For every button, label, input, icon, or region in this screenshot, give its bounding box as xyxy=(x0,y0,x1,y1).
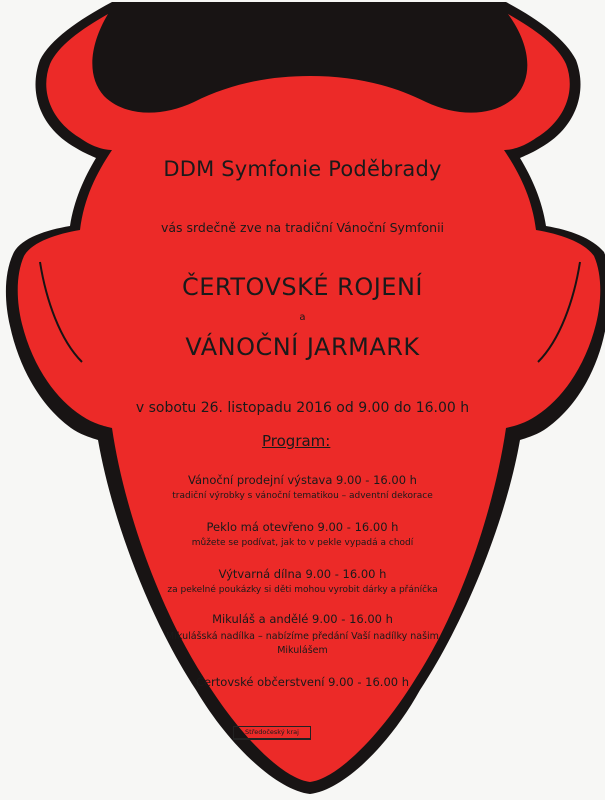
program-item-description: tradiční výrobky s vánoční tematikou – adventní dekorace xyxy=(172,491,433,501)
organizer-heading: DDM Symfonie Poděbrady xyxy=(163,157,442,181)
date-time-line: v sobotu 26. listopadu 2016 od 9.00 do 16.00 h xyxy=(135,400,470,416)
program-item-description: můžete se podívat, jak to v pekle vypadá a chodí xyxy=(191,538,414,548)
event-title-jarmark: VÁNOČNÍ JARMARK xyxy=(185,333,420,361)
program-item-title: Čertovské občerstvení 9.00 - 16.00 h xyxy=(195,675,410,689)
program-item-title: Peklo má otevřeno 9.00 - 16.00 h xyxy=(206,520,399,534)
program-item-description: za pekelné poukázky si děti mohou vyrobit dárky a přáníčka xyxy=(167,585,438,595)
program-item-description-cont: Mikulášem xyxy=(277,645,328,656)
devil-face xyxy=(18,14,601,782)
program-heading: Program: xyxy=(262,432,331,450)
event-title-rojeni: ČERTOVSKÉ ROJENÍ xyxy=(181,273,423,301)
program-item-description: Mikulášská nadílka – nabízíme předání Vaší nadílky našim xyxy=(166,631,439,642)
title-conjunction: a xyxy=(299,312,306,323)
program-item-title: Výtvarná dílna 9.00 - 16.00 h xyxy=(218,567,387,581)
program-item-title: Mikuláš a andělé 9.00 - 16.00 h xyxy=(212,612,393,626)
sponsor-logo-stredocesky-kraj: Středočeský kraj xyxy=(233,726,311,740)
program-item-title: Vánoční prodejní výstava 9.00 - 16.00 h xyxy=(188,473,417,487)
invitation-line: vás srdečně zve na tradiční Vánoční Symfonii xyxy=(160,220,445,235)
